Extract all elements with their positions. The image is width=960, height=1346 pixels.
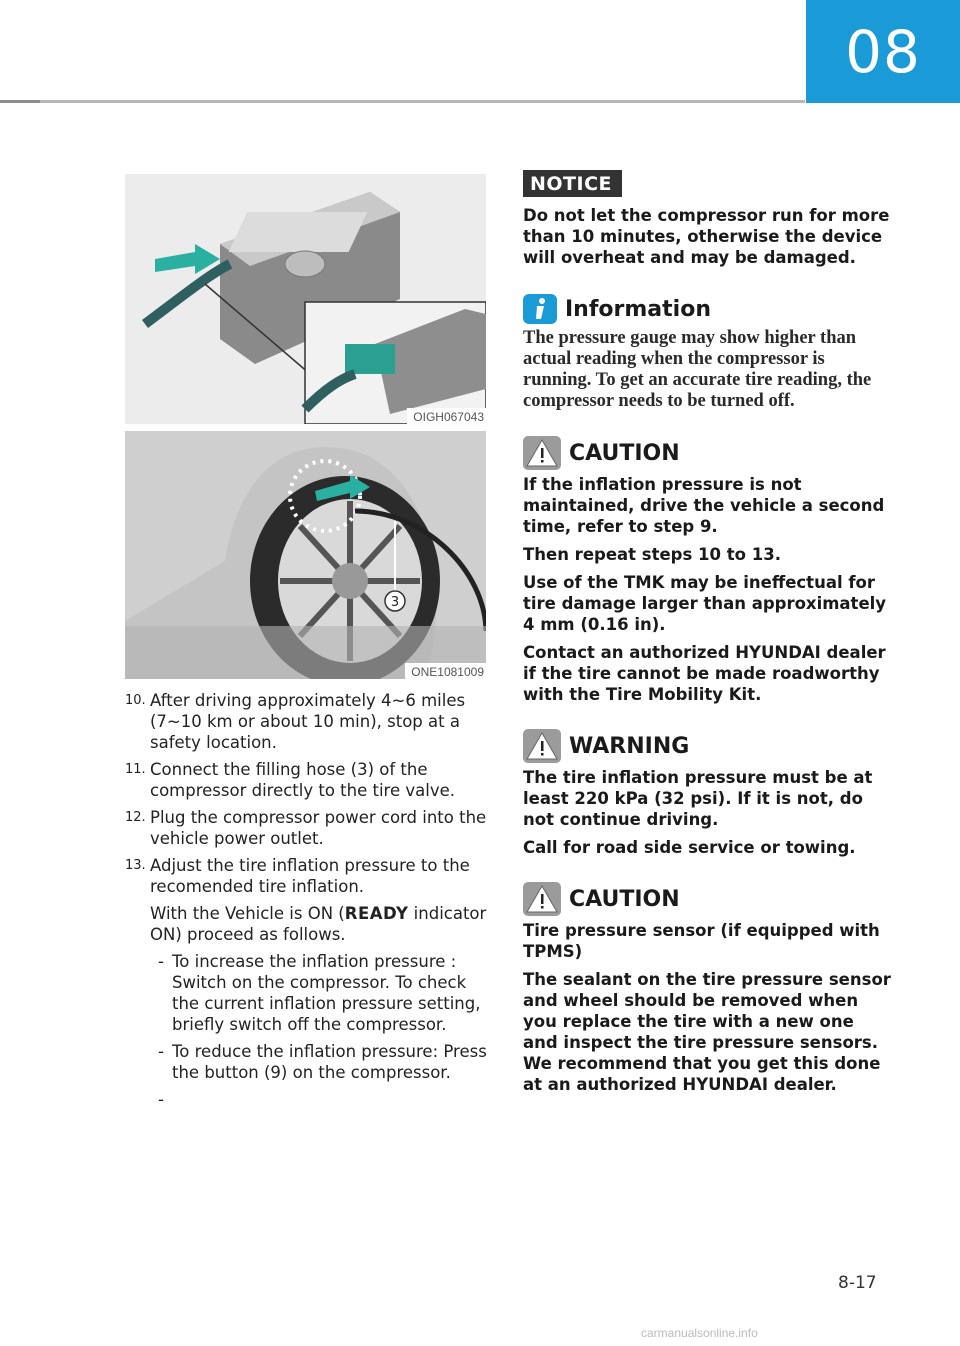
step-number: 12. bbox=[125, 810, 146, 825]
watermark: carmanualsonline.info bbox=[641, 1326, 758, 1340]
bullet-text: To reduce the inflation pressure: Press the button (9) on the compressor. bbox=[172, 1042, 487, 1082]
bullet-item bbox=[125, 1089, 490, 1110]
caution-title: CAUTION bbox=[569, 886, 680, 912]
caution-paragraph: If the inflation pressure is not maintained, drive the vehicle a second time, refer to step 9. bbox=[523, 475, 885, 536]
callout-number: 3 bbox=[390, 595, 400, 610]
notice-paragraph: Do not let the compressor run for more than 10 minutes, otherwise the device will overheat and may be damaged. bbox=[523, 206, 890, 267]
caution-paragraph: The sealant on the tire pressure sensor and wheel should be removed when you replace the tire with a new one and inspect the tire pressure sensors. We recommend that you get this done at an authorized HYUNDAI dealer. bbox=[523, 970, 891, 1094]
caution-heading bbox=[523, 436, 891, 470]
bullet-text: To increase the inflation pressure : Switch on the compressor. To check the current inflation pressure setting, briefly switch off the compressor. bbox=[172, 952, 481, 1034]
sub-suffix: indicator ON) proceed as follows. bbox=[150, 904, 487, 944]
right-column bbox=[523, 170, 891, 1102]
step-text: Connect the filling hose (3) of the compressor directly to the tire valve. bbox=[150, 760, 455, 800]
step-text: After driving approximately 4~6 miles (7~10 km or about 10 min), stop at a safety location. bbox=[150, 691, 466, 752]
figure-code: ONE1081009 bbox=[405, 663, 486, 679]
caution-text bbox=[523, 474, 891, 705]
bullet-dash: - bbox=[158, 1042, 164, 1061]
notice-text bbox=[523, 205, 891, 268]
caution-paragraph: Then repeat steps 10 to 13. bbox=[523, 545, 781, 564]
step-text: Adjust the tire inflation pressure to the recomended tire inflation. bbox=[150, 856, 470, 896]
warning-icon bbox=[523, 729, 561, 763]
header-rule-accent bbox=[0, 100, 40, 103]
step-text: Plug the compressor power cord into the vehicle power outlet. bbox=[150, 808, 487, 848]
step-number: 10. bbox=[125, 693, 146, 708]
bullet-dash: - bbox=[158, 952, 164, 971]
step-item bbox=[125, 759, 490, 801]
figure-wheel bbox=[125, 431, 486, 679]
information-text: The pressure gauge may show higher than actual reading when the compressor is running. To get an accurate tire reading, the compressor needs to be turned off. bbox=[523, 328, 872, 411]
header-rule bbox=[0, 100, 805, 103]
chapter-tab: 08 bbox=[806, 0, 960, 103]
bullet-item bbox=[125, 1041, 490, 1083]
caution-heading-2 bbox=[523, 882, 891, 916]
bullet-dash: - bbox=[158, 1090, 164, 1109]
caution-icon bbox=[523, 436, 561, 470]
bullet-text bbox=[172, 1089, 490, 1110]
sub-prefix: With the Vehicle is ON ( bbox=[150, 904, 345, 923]
caution-text-2 bbox=[523, 920, 891, 1095]
information-heading bbox=[523, 294, 891, 324]
step-item bbox=[125, 690, 490, 753]
bullet-item bbox=[125, 951, 490, 1035]
warning-title: WARNING bbox=[569, 733, 690, 759]
caution-icon bbox=[523, 882, 561, 916]
caution-paragraph: Contact an authorized HYUNDAI dealer if the tire cannot be made roadworthy with the Tire Mobility Kit. bbox=[523, 643, 886, 704]
page-number: 8-17 bbox=[838, 1273, 877, 1293]
caution-paragraph: Tire pressure sensor (if equipped with TPMS) bbox=[523, 921, 880, 961]
step-item bbox=[125, 807, 490, 849]
step-number: 13. bbox=[125, 858, 146, 873]
wheel-illustration bbox=[125, 431, 486, 679]
caution-paragraph: Use of the TMK may be ineffectual for tire damage larger than approximately 4 mm (0.16 in). bbox=[523, 573, 887, 634]
warning-heading bbox=[523, 729, 891, 763]
compressor-illustration bbox=[125, 174, 486, 424]
notice-label: NOTICE bbox=[523, 170, 622, 197]
ready-indicator: READY bbox=[344, 904, 409, 923]
step-number: 11. bbox=[125, 762, 146, 777]
warning-text bbox=[523, 767, 891, 858]
warning-paragraph: The tire inflation pressure must be at least 220 kPa (32 psi). If it is not, do not continue driving. bbox=[523, 768, 873, 829]
step-13-detail bbox=[125, 903, 490, 945]
step-item bbox=[125, 855, 490, 897]
information-title: Information bbox=[565, 296, 711, 322]
caution-title: CAUTION bbox=[569, 440, 680, 466]
figure-code: OIGH067043 bbox=[407, 408, 486, 424]
figure-compressor bbox=[125, 174, 486, 424]
info-icon bbox=[523, 294, 557, 324]
steps-list bbox=[125, 690, 490, 1116]
warning-paragraph: Call for road side service or towing. bbox=[523, 838, 856, 857]
